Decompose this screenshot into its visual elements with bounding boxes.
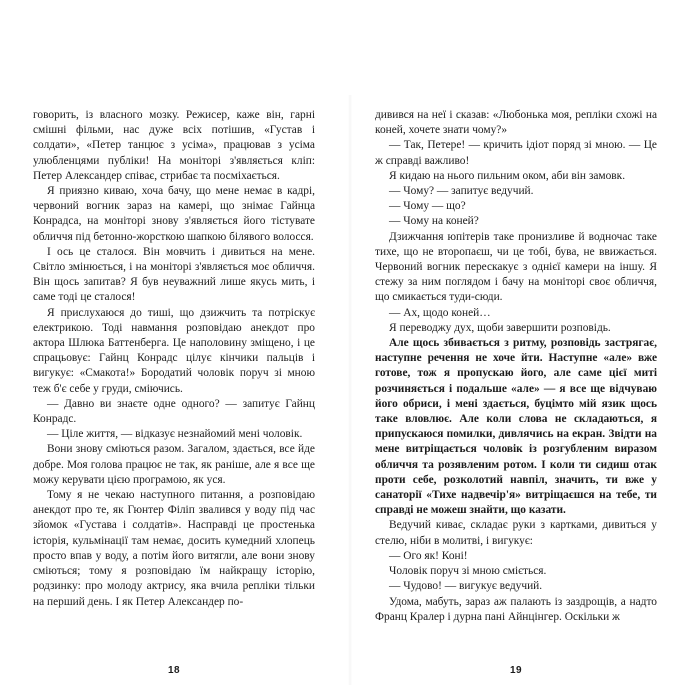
left-paragraph: говорить, із власного мозку. Режисер, каже він, гарні смішні фільми, нас дуже всіх потішив, «Густав і солдати», «Петер танцює з усіма», працював з усіма улюбленцями публіки! На моніторі з'являється кліп: Петер Александер співає, стрибає та посміхається. <box>33 109 315 182</box>
right-paragraph: — Ого як! Коні! <box>389 549 468 562</box>
right-paragraph: Чоловік поруч зі мною сміється. <box>389 565 547 578</box>
right-paragraph: Удома, мабуть, зараз аж палають із заздрощів, а надто Франц Кралер і дурна пані Айнцінгер. Оскільки ж <box>375 595 657 623</box>
left-paragraph: Я прислухаюся до тиші, що дзижчить та потріскує електрикою. Тоді навмання розповідаю анекдот про актора Шлюка Баттенберга. Це наполовину зміщено, і це спрацьовує: Гайнц Конрадс цілує кінчики пальців і вигукує: «Смакота!» Бородатий чоловік поруч зі мною теж б'є себе у груди, сміючись. <box>33 306 315 395</box>
left-paragraph: Вони знову сміються разом. Загалом, здається, все йде добре. Моя голова працює не так, як раніше, але я все ще можу керувати цією програмою, як уся. <box>33 443 315 486</box>
right-paragraph: дивився на неї і сказав: «Любонька моя, репліки схожі на коней, хочете знати чому?» <box>375 109 657 137</box>
left-page-number: 18 <box>167 665 181 676</box>
left-paragraph: — Ціле життя, — відказує незнайомий мені чоловік. <box>47 428 303 441</box>
right-paragraph: — Чому — що? <box>389 200 466 213</box>
right-paragraph: Я переводжу дух, щоби завершити розповідь. <box>389 321 611 334</box>
right-paragraph: — Ах, щодо коней… <box>389 306 491 319</box>
left-paragraph: Тому я не чекаю наступного питання, а розповідаю анекдот про те, як Гюнтер Філіп звалився у воду під час зйомок «Густава і солдатів». Насправді це простенька історія, кульмінації там немає, досить кумедний хлопець просто впав у воду, а потім його витягли, але вони знову сміються; тому я розповідаю їм найкращу історію, родзинку: про молоду актрису, яка вчила репліки тільки на перший день. І як Петер Александер по- <box>33 489 315 608</box>
right-page-number: 19 <box>509 665 523 676</box>
left-paragraph: І ось це сталося. Він мовчить і дивиться на мене. Світло змінюється, і на моніторі з'являється моє обличчя. Він щось запитав? Я був неуважний лише якусь мить, і саме тоді це сталося! <box>33 245 315 304</box>
book-gutter <box>348 95 352 685</box>
right-paragraph: — Так, Петере! — кричить ідіот поряд зі мною. — Це ж справді важливо! <box>375 139 657 167</box>
left-paragraph: — Давно ви знаєте одне одного? — запитує Гайнц Конрадс. <box>33 397 315 426</box>
right-paragraph: — Чому на коней? <box>389 215 479 228</box>
right-paragraph: Ведучий киває, складає руки з картками, дивиться у стелю, ніби в молитві, і вигукує: <box>375 519 657 547</box>
right-paragraph: Я кидаю на нього пильним оком, аби він замовк. <box>389 169 626 182</box>
left-page <box>33 108 315 610</box>
right-paragraph: — Чому? — запитує ведучий. <box>389 185 534 198</box>
right-page <box>375 108 657 625</box>
right-paragraph: Дзижчання юпітерів таке пронизливе й водночас таке тихе, що не второпаєш, чи це тобі, бува, не ввижається. Червоний вогник перескакує з однієї камери на іншу. Я стежу за ним поглядом і бачу на моніторі своє обличчя, що смикається туди-сюди. <box>375 230 657 304</box>
left-paragraph: Я приязно киваю, хоча бачу, що мене немає в кадрі, червоний вогник зараз на камері, що знімає Гайнца Конрадса, на моніторі знову з'являється його тістувате обличчя під бетонно-жорсткою шапкою білявого волосся. <box>33 185 315 243</box>
right-paragraph-emphasis: Але щось збивається з ритму, розповідь застрягає, наступне речення не хоче йти. Наступне «але» вже готове, тож я пропускаю його, але саме цієї миті розчиняється і подальше «але» — я все ще відчуваю його обриси, і мені здається, буцімто мій язик щось таке вловлює. Але коли слова не складаються, я припускаюся помилки, дивлячись на екран. Звідти на мене витріщається чоловік із розгубленим виразом обличчя та розявленим ротом. І коли ти сидиш отак проти себе, розколотий навпіл, значить, ти вже у санаторії «Тихе надвечір'я» витріщаєшся на тебе, ти справді не можеш знайти, що казати. <box>375 337 657 517</box>
right-paragraph: — Чудово! — вигукує ведучий. <box>389 580 543 593</box>
